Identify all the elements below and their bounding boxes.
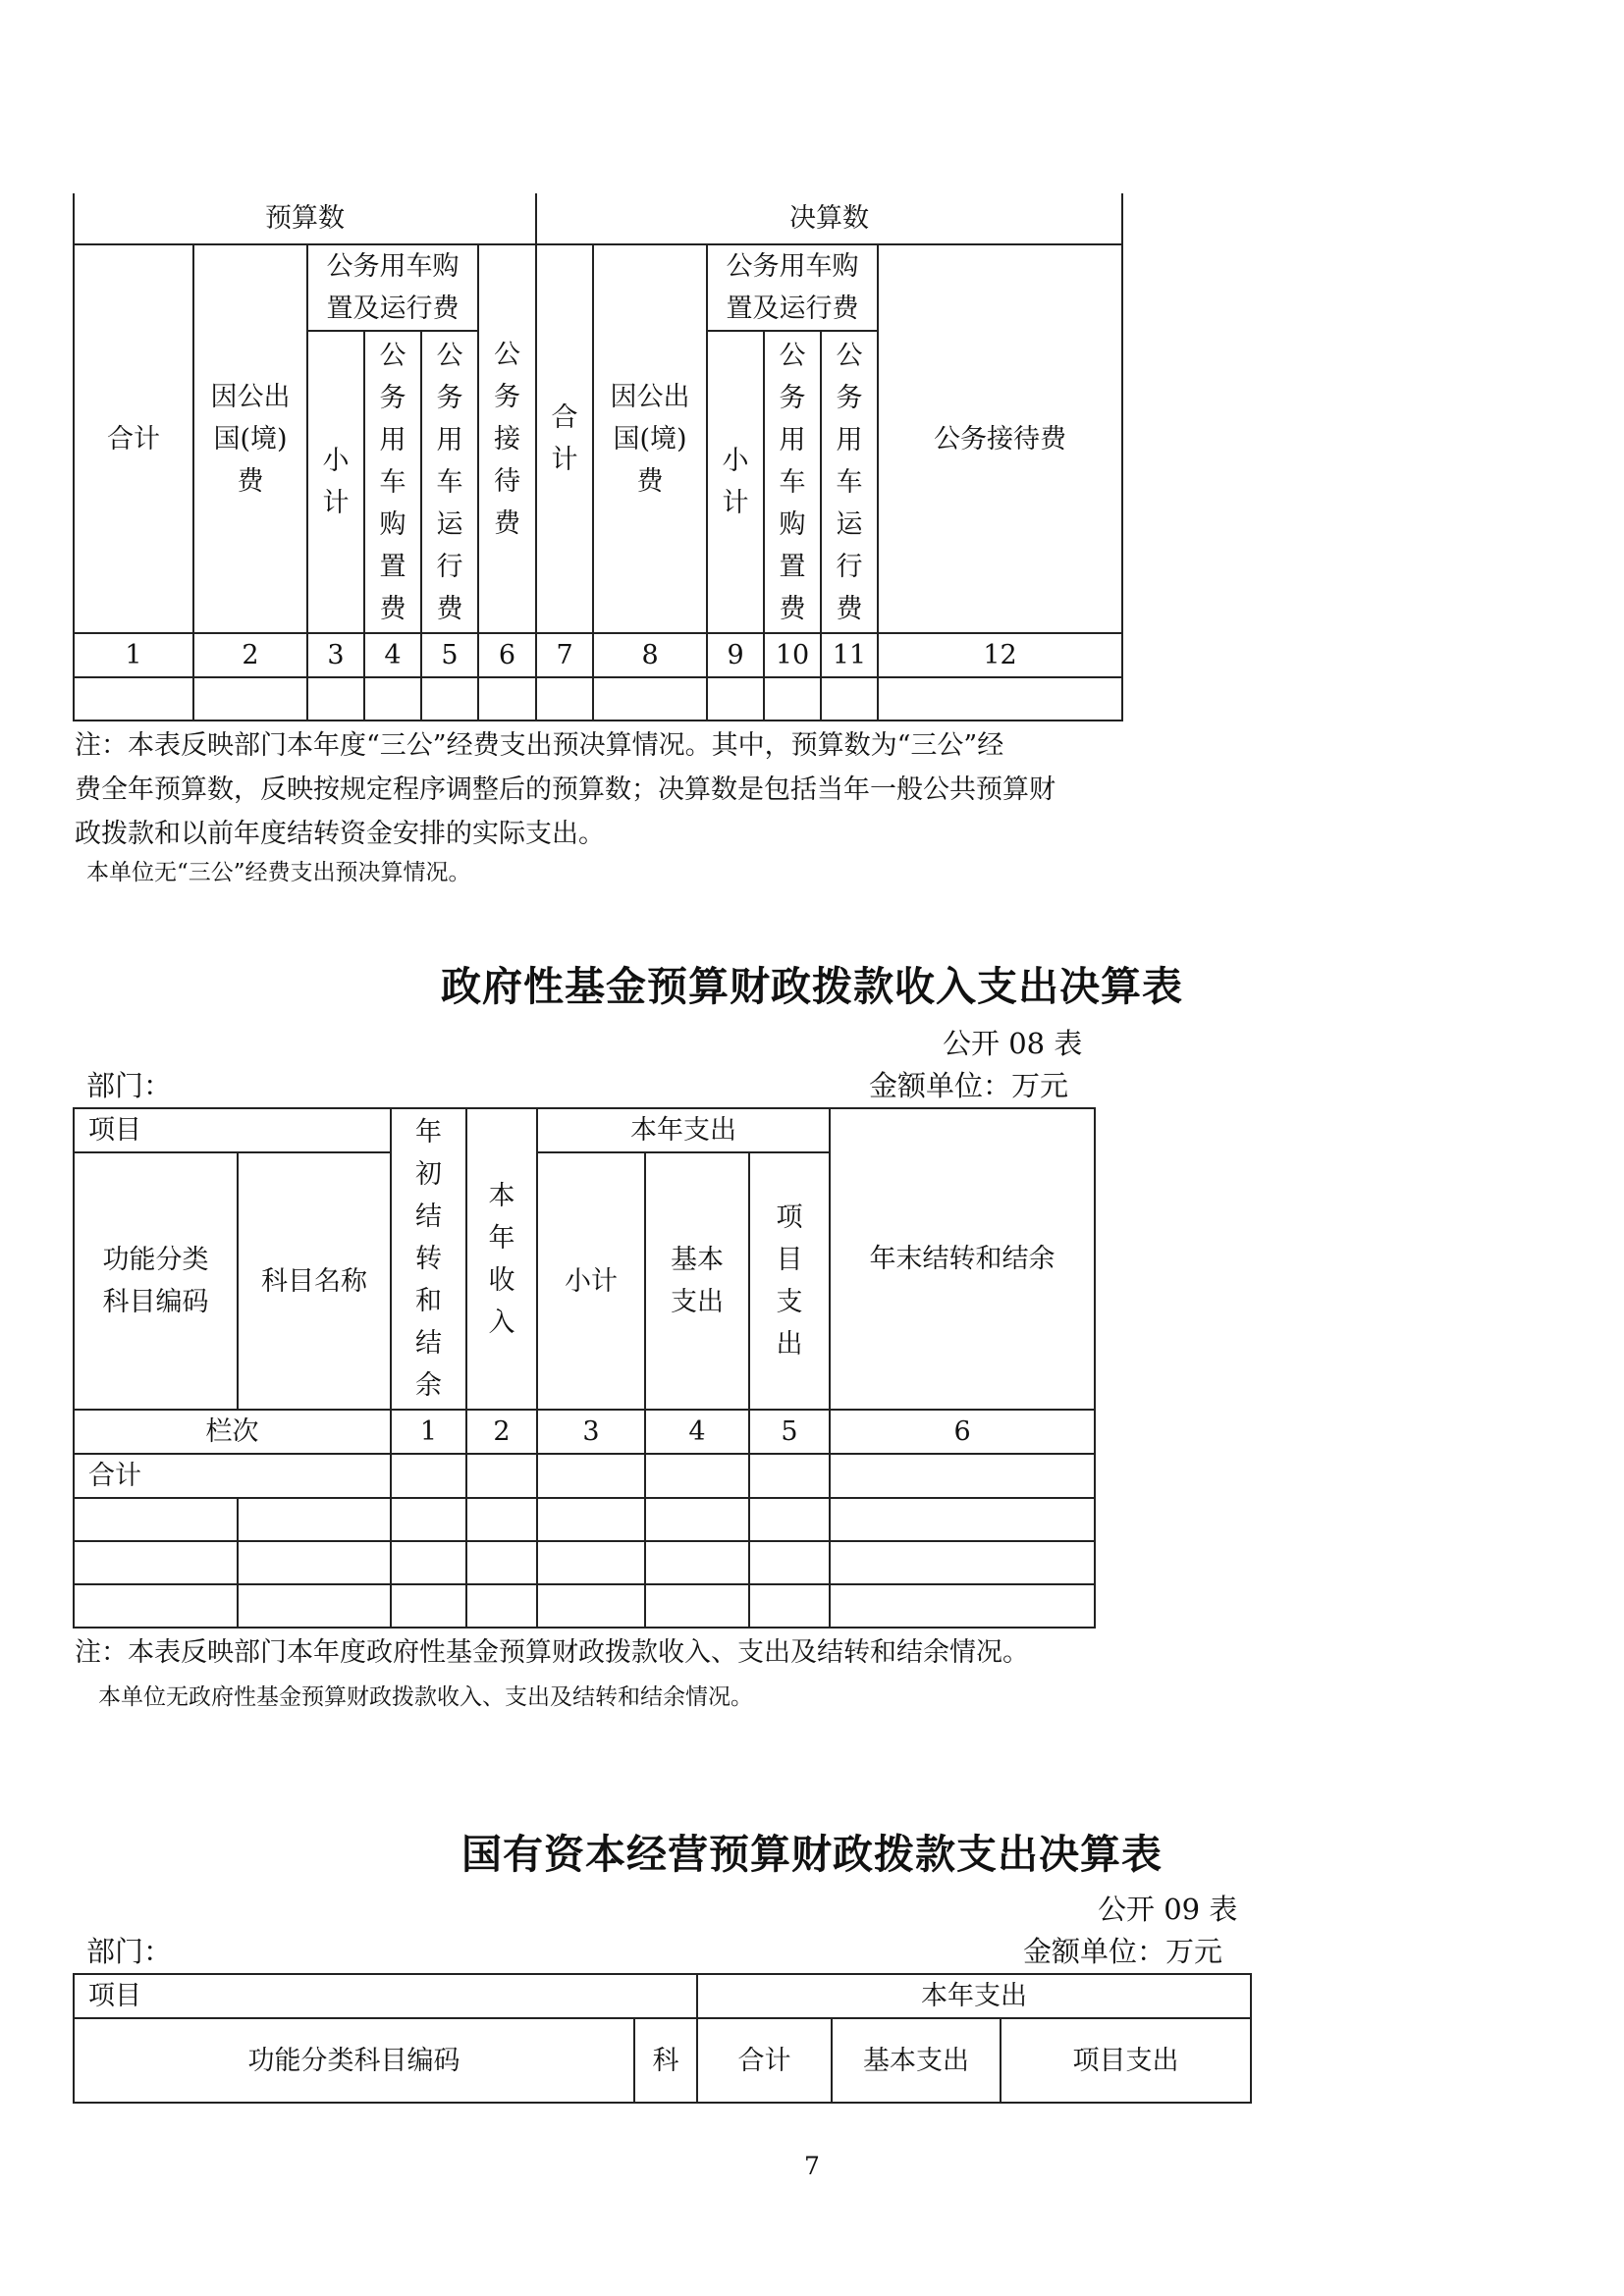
func-code-header: 功能分类 科目编码	[74, 1152, 238, 1410]
table-row	[74, 1498, 1095, 1541]
final-abroad-header: 因公出 国(境) 费	[593, 244, 707, 633]
total-header-2: 合计	[697, 2018, 832, 2103]
col-number: 4	[364, 633, 421, 677]
budget-header: 预算数	[74, 193, 536, 244]
final-car-purchase-header: 公 务 用 车 购 置 费	[764, 331, 821, 633]
item-header-2: 项目	[74, 1974, 697, 2018]
subject-header-2: 科	[634, 2018, 697, 2103]
final-header: 决算数	[536, 193, 1122, 244]
func-code-header-2: 功能分类科目编码	[74, 2018, 634, 2103]
col-number: 3	[307, 633, 364, 677]
budget-abroad-header: 因公出 国(境) 费	[193, 244, 307, 633]
basic-header: 基本 支出	[645, 1152, 749, 1410]
col-number: 1	[391, 1410, 466, 1454]
table-code-2: 公开 09 表	[1098, 1893, 1238, 1926]
col-number: 11	[821, 633, 878, 677]
note-gov-fund: 注：本表反映部门本年度政府性基金预算财政拨款收入、支出及结转和结余情况。	[75, 1637, 1029, 1668]
table-row	[74, 677, 1122, 721]
dept-label-2: 部门：	[86, 1935, 173, 1968]
page-title-2: 国有资本经营预算财政拨款支出决算表	[461, 1831, 1163, 1878]
final-reception-header: 公务接待费	[878, 244, 1122, 633]
col-number: 2	[193, 633, 307, 677]
col-number: 5	[421, 633, 478, 677]
col-number: 7	[536, 633, 593, 677]
state-capital-table	[73, 1973, 1252, 2104]
carry-begin-header: 年 初 结 转 和 结 余	[391, 1108, 466, 1410]
col-number: 9	[707, 633, 764, 677]
table-row	[74, 1541, 1095, 1584]
page-title: 政府性基金预算财政拨款收入支出决算表	[441, 963, 1183, 1010]
note-three-public: 注：本表反映部门本年度“三公”经费支出预决算情况。其中，预算数为“三公”经 费全年预算数，反映按规定程序调整后的预算数；决算数是包括当年一般公共预算财 政拨款和以前年度结转资金安排的实际支出。	[75, 730, 1056, 849]
col-number: 6	[478, 633, 536, 677]
carry-end-header: 年末结转和结余	[830, 1108, 1095, 1410]
project-header: 项 目 支 出	[749, 1152, 830, 1410]
final-car-run-header: 公 务 用 车 运 行 费	[821, 331, 878, 633]
total-label: 合计	[74, 1454, 391, 1498]
table-row	[74, 1584, 1095, 1628]
note-three-public-small: 本单位无“三公”经费支出预决算情况。	[86, 860, 471, 885]
col-number: 6	[830, 1410, 1095, 1454]
row-label: 栏次	[74, 1410, 391, 1454]
col-number: 8	[593, 633, 707, 677]
expense-header-2: 本年支出	[697, 1974, 1251, 2018]
budget-reception-header: 公 务 接 待 费	[478, 244, 536, 633]
unit-label-2: 金额单位：万元	[1023, 1935, 1223, 1968]
project-header-2: 项目支出	[1001, 2018, 1251, 2103]
subtotal-header: 小计	[537, 1152, 645, 1410]
table-code: 公开 08 表	[943, 1027, 1083, 1060]
col-number: 12	[878, 633, 1122, 677]
col-number: 5	[749, 1410, 830, 1454]
budget-car-run-header: 公 务 用 车 运 行 费	[421, 331, 478, 633]
final-car-group-header: 公务用车购 置及运行费	[707, 244, 878, 331]
note-gov-fund-small: 本单位无政府性基金预算财政拨款收入、支出及结转和结余情况。	[98, 1684, 753, 1710]
col-number: 10	[764, 633, 821, 677]
dept-label: 部门：	[86, 1069, 173, 1102]
gov-fund-table	[73, 1107, 1096, 1629]
final-subtotal-header: 小 计	[707, 331, 764, 633]
col-number: 4	[645, 1410, 749, 1454]
budget-total-header: 合计	[74, 244, 193, 633]
three-public-expense-table	[73, 193, 1123, 721]
budget-car-purchase-header: 公 务 用 车 购 置 费	[364, 331, 421, 633]
col-number: 3	[537, 1410, 645, 1454]
budget-car-group-header: 公务用车购 置及运行费	[307, 244, 478, 331]
expense-header: 本年支出	[537, 1108, 830, 1152]
col-number: 2	[466, 1410, 537, 1454]
basic-header-2: 基本支出	[832, 2018, 1001, 2103]
table-row	[74, 1454, 1095, 1498]
budget-subtotal-header: 小 计	[307, 331, 364, 633]
page-number: 7	[804, 2152, 820, 2180]
unit-label: 金额单位：万元	[869, 1069, 1069, 1102]
income-header: 本 年 收 入	[466, 1108, 537, 1410]
col-number: 1	[74, 633, 193, 677]
subject-header: 科目名称	[238, 1152, 391, 1410]
final-total-header: 合 计	[536, 244, 593, 633]
item-header: 项目	[74, 1108, 391, 1152]
